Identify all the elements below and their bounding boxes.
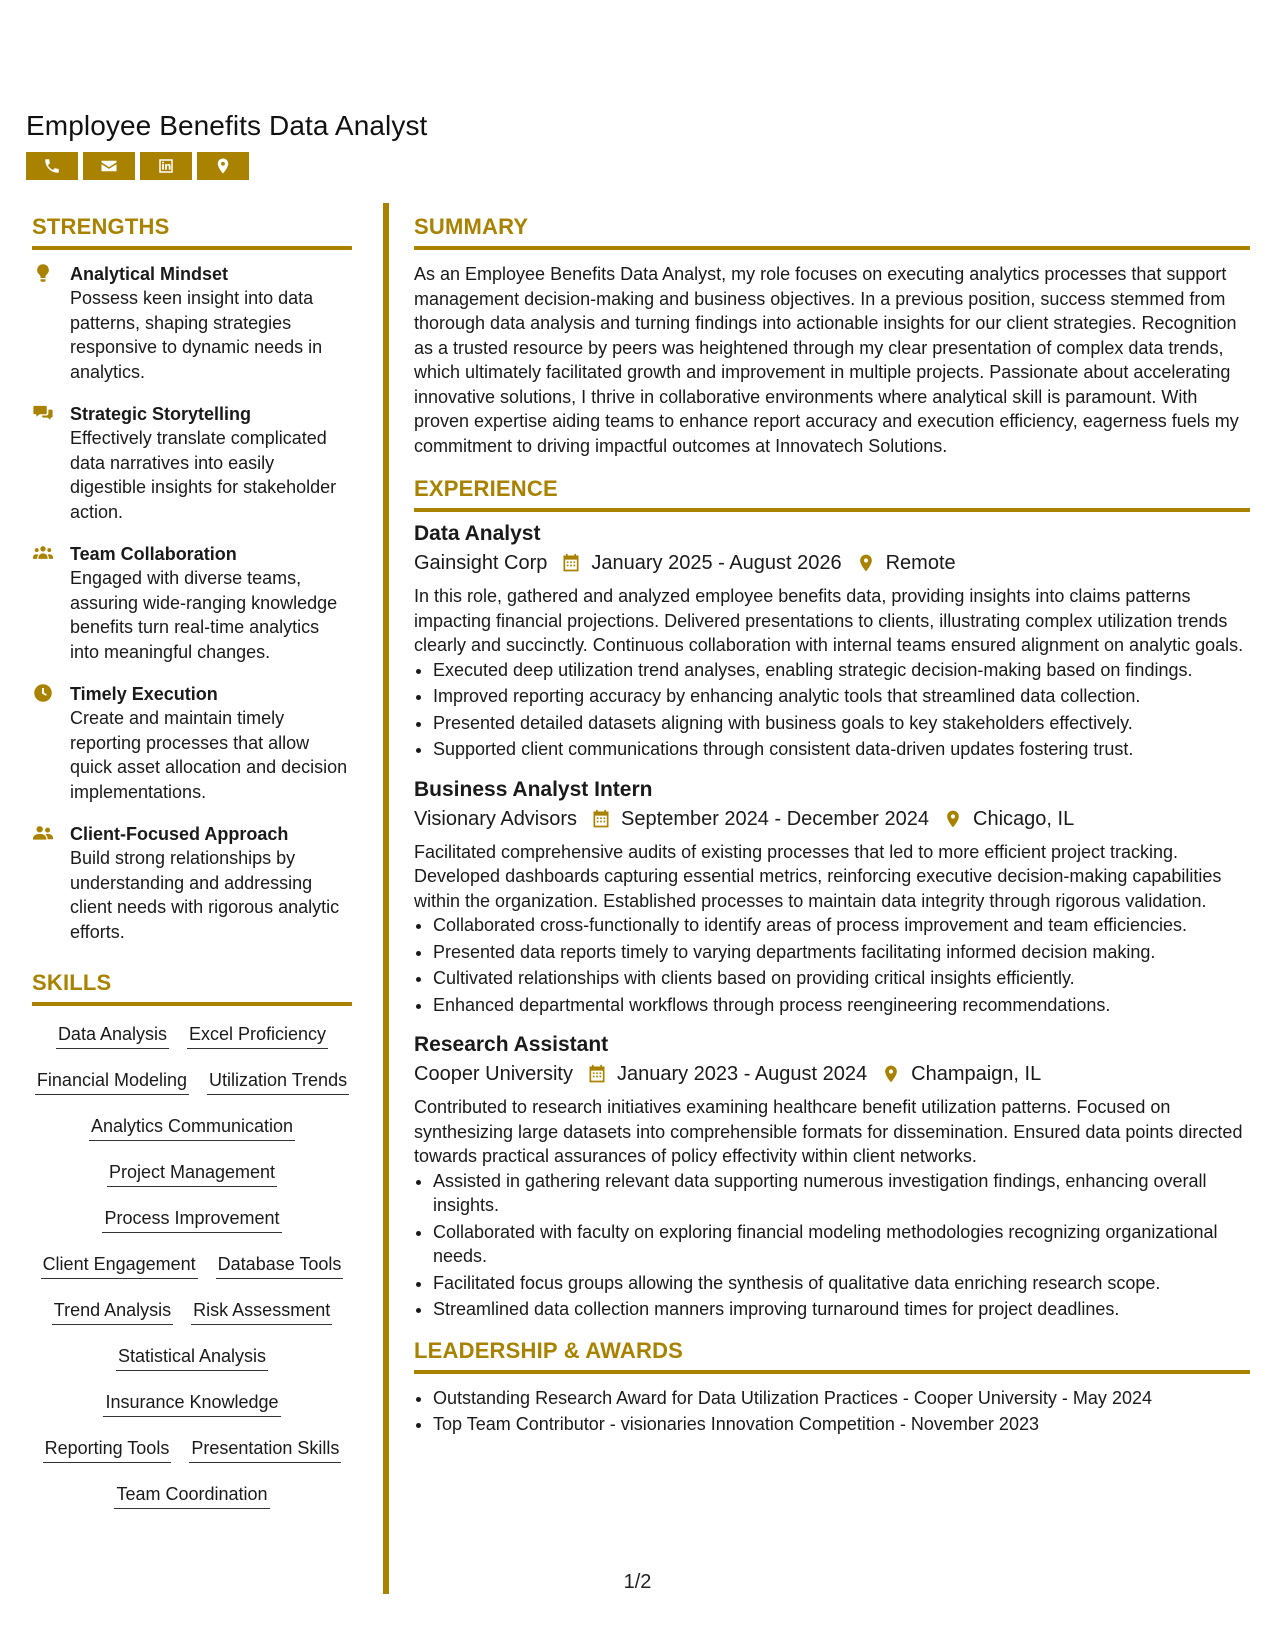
column-divider xyxy=(383,203,389,1594)
skill-tag: Process Improvement xyxy=(102,1206,281,1233)
job-title: Data Analyst xyxy=(414,522,541,545)
summary-text: As an Employee Benefits Data Analyst, my role focuses on executing analytics processes that support management decision-making and business objectives. In a previous position, success stemmed from thorough data analysis and turning findings into actionable insights for our client strategies. Recognition as a trusted resource by peers was heightened through my clear presentation of complex data trends, which ultimately facilitated growth and improvement in multiple projects. Passionate about accelerating innovative solutions, I thrive in collaborative environments where analytical skill is paramount. With proven expertise aiding teams to enhance report accuracy and execution efficiency, eagerness fuels my commitment to driving impactful outcomes at Innovatech Solutions. xyxy=(414,264,1239,456)
skill-tag: Team Coordination xyxy=(114,1482,269,1509)
skill-tag: Analytics Communication xyxy=(89,1114,295,1141)
list-item: • Presented detailed datasets aligning with business goals to key stakeholders effectively. xyxy=(433,711,1250,736)
list-item: • Enhanced departmental workflows through process reengineering recommendations. xyxy=(433,993,1250,1018)
list-item: • Streamlined data collection manners improving turnaround times for project deadlines. xyxy=(433,1297,1250,1322)
skill-tag: Trend Analysis xyxy=(52,1298,173,1325)
strength-title: Analytical Mindset xyxy=(70,264,229,284)
list-item: • Facilitated focus groups allowing the synthesis of qualitative data enriching research scope. xyxy=(433,1271,1250,1296)
clock-icon xyxy=(32,683,54,703)
list-item: • Assisted in gathering relevant data supporting numerous investigation findings, enhancing overall insights. xyxy=(433,1169,1250,1218)
skill-tag: Client Engagement xyxy=(41,1252,198,1279)
skill-tag: Risk Assessment xyxy=(191,1298,332,1325)
linkedin-button[interactable] xyxy=(140,152,192,180)
job-company: Visionary Advisors xyxy=(414,807,578,830)
strength-description: Effectively translate complicated data narratives into easily digestible insights for stakeholder action. xyxy=(70,428,337,522)
job-company: Gainsight Corp xyxy=(414,552,548,574)
job-meta xyxy=(414,1059,1250,1089)
page-title: Employee Benefits Data Analyst xyxy=(26,110,428,141)
strength-title: Timely Execution xyxy=(70,684,218,704)
job-bullets xyxy=(414,1169,1250,1322)
job-dates: September 2024 - December 2024 xyxy=(621,807,930,830)
list-item: • Collaborated cross-functionally to identify areas of process improvement and team efficiencies. xyxy=(433,913,1250,938)
skill-tag: Presentation Skills xyxy=(189,1436,341,1463)
experience-heading: EXPERIENCE xyxy=(414,476,1250,512)
strength-title: Strategic Storytelling xyxy=(70,404,252,424)
skill-tag: Insurance Knowledge xyxy=(103,1390,280,1417)
location-pin-icon xyxy=(943,809,963,829)
phone-icon xyxy=(43,157,61,175)
job-entry xyxy=(414,776,1250,1018)
job-description: In this role, gathered and analyzed employee benefits data, providing insights into claims patterns impacting financial projections. Delivered presentations to clients, illustrating complex utilization trends clearly and succinctly. Continuous collaboration with internal teams ensured alignment on analytic goals. xyxy=(414,586,1244,655)
strength-title: Client-Focused Approach xyxy=(70,824,289,844)
job-dates: January 2025 - August 2026 xyxy=(591,552,842,574)
job-bullets xyxy=(414,913,1250,1017)
user-friends-icon xyxy=(32,823,54,843)
list-item: • Improved reporting accuracy by enhancing analytic tools that streamlined data collection. xyxy=(433,684,1250,709)
list-item: • Presented data reports timely to varying departments facilitating informed decision making. xyxy=(433,940,1250,965)
job-company: Cooper University xyxy=(414,1063,573,1085)
list-item: • Executed deep utilization trend analyses, enabling strategic decision-making based on findings. xyxy=(433,658,1250,683)
job-bullets xyxy=(414,658,1250,762)
strength-item xyxy=(32,402,352,524)
strengths-heading: STRENGTHS xyxy=(32,214,352,250)
awards-list xyxy=(414,1386,1250,1437)
job-location: Champaign, IL xyxy=(911,1063,1042,1085)
job-description: Contributed to research initiatives examining healthcare benefit utilization patterns. Focused on synthesizing large datasets into comprehensible formats for dissemination. Ensured data points directed towards practical assurances of policy effectivity within client networks. xyxy=(414,1097,1243,1166)
job-title: Business Analyst Intern xyxy=(414,777,653,801)
job-entry xyxy=(414,520,1250,762)
summary-heading: SUMMARY xyxy=(414,214,1250,250)
linkedin-icon xyxy=(157,157,175,175)
skill-tag: Database Tools xyxy=(216,1252,344,1279)
strength-item xyxy=(32,262,352,384)
skill-tag: Data Analysis xyxy=(56,1022,169,1049)
users-icon xyxy=(32,543,54,563)
strength-description: Create and maintain timely reporting processes that allow quick asset allocation and decision implementations. xyxy=(70,708,348,802)
location-pin-icon xyxy=(881,1064,901,1084)
envelope-icon xyxy=(100,157,118,175)
skills-list xyxy=(32,1022,352,1509)
page-number: 1/2 xyxy=(623,1571,652,1593)
skill-tag: Statistical Analysis xyxy=(116,1344,268,1371)
right-column xyxy=(414,214,1250,1439)
list-item: • Collaborated with faculty on exploring financial modeling methodologies recognizing organizational needs. xyxy=(433,1220,1250,1269)
strength-title: Team Collaboration xyxy=(70,544,237,564)
left-column xyxy=(32,214,352,1509)
strength-item xyxy=(32,542,352,664)
location-pin-icon xyxy=(214,157,232,175)
list-item: • Cultivated relationships with clients based on providing critical insights efficiently. xyxy=(433,966,1250,991)
job-description: Facilitated comprehensive audits of existing processes that led to more efficient project tracking. Developed dashboards capturing essential metrics, reinforcing executive decision-making capabilities within the organization. Established processes to maintain data integrity through rigorous validation. xyxy=(414,841,1222,911)
skill-tag: Project Management xyxy=(107,1160,277,1187)
location-pin-icon xyxy=(856,553,876,573)
location-button[interactable] xyxy=(197,152,249,180)
list-item: • Outstanding Research Award for Data Utilization Practices - Cooper University - May 2024 xyxy=(433,1386,1250,1411)
email-button[interactable] xyxy=(83,152,135,180)
job-title: Research Assistant xyxy=(414,1033,609,1056)
job-entry xyxy=(414,1031,1250,1322)
calendar-icon xyxy=(591,809,611,829)
skill-tag: Utilization Trends xyxy=(207,1068,349,1095)
list-item: • Supported client communications through consistent data-driven updates fostering trust. xyxy=(433,737,1250,762)
lightbulb-icon xyxy=(32,263,54,283)
strength-description: Engaged with diverse teams, assuring wide-ranging knowledge benefits turn real-time analytics into meaningful changes. xyxy=(70,568,338,662)
awards-heading: LEADERSHIP & AWARDS xyxy=(414,1338,1250,1374)
skill-tag: Excel Proficiency xyxy=(187,1022,328,1049)
skill-tag: Financial Modeling xyxy=(35,1068,189,1095)
calendar-icon xyxy=(561,553,581,573)
job-meta xyxy=(414,804,1250,834)
strength-item xyxy=(32,682,352,804)
job-meta xyxy=(414,548,1250,578)
strength-description: Build strong relationships by understanding and addressing client needs with rigorous analytic efforts. xyxy=(70,848,340,942)
comments-icon xyxy=(32,403,54,423)
skill-tag: Reporting Tools xyxy=(43,1436,172,1463)
job-dates: January 2023 - August 2024 xyxy=(616,1063,868,1085)
contact-bar xyxy=(26,152,249,180)
job-location: Chicago, IL xyxy=(973,807,1075,830)
list-item: • Top Team Contributor - visionaries Innovation Competition - November 2023 xyxy=(433,1412,1250,1437)
job-location: Remote xyxy=(885,552,956,574)
strength-item xyxy=(32,822,352,944)
skills-heading: SKILLS xyxy=(32,970,352,1006)
phone-button[interactable] xyxy=(26,152,78,180)
calendar-icon xyxy=(587,1064,607,1084)
strength-description: Possess keen insight into data patterns, shaping strategies responsive to dynamic needs in analytics. xyxy=(70,288,323,382)
